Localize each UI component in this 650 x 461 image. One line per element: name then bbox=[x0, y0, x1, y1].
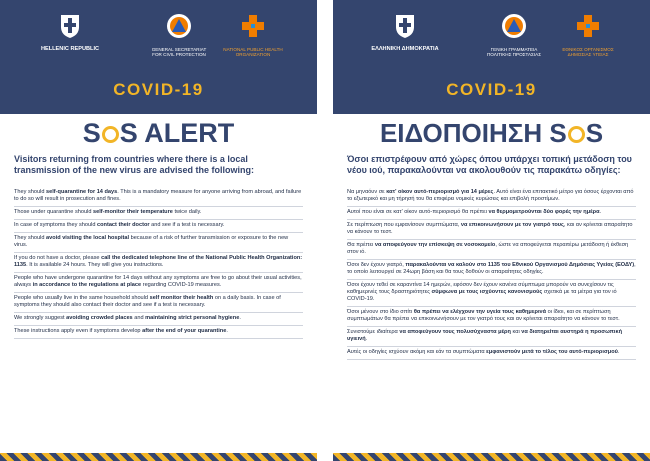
health-cross-icon bbox=[240, 13, 266, 39]
civil-protection-icon bbox=[501, 13, 527, 39]
instruction-list bbox=[347, 187, 636, 360]
civil-protection-icon bbox=[166, 13, 192, 39]
instruction-item: Θα πρέπει να αποφεύγουν την επίσκεψη σε νοσοκομείο, ώστε να αποφεύγεται περαιτέρω μετάδοση ή έκθεση στον ιό. bbox=[347, 240, 636, 260]
instruction-item: In case of symptoms they should contact their doctor and see if a test is necessary. bbox=[14, 220, 303, 233]
instruction-item: They should avoid visiting the local hospital because of a risk of further transmission or exposure to the new virus. bbox=[14, 233, 303, 253]
instruction-item: If you do not have a doctor, please call the dedicated telephone line of the National Public Health Organization: 1135. It is available 24 hours. They will give you instructions. bbox=[14, 253, 303, 273]
hazard-stripe bbox=[0, 453, 317, 461]
poster-header bbox=[333, 0, 650, 70]
alert-ring-icon bbox=[102, 126, 119, 143]
republic-label: ΕΛΛΗΝΙΚΗ ΔΗΜΟΚΡΑΤΙΑ bbox=[371, 46, 439, 52]
greek-poster bbox=[333, 0, 650, 461]
health-org-label: ΕΘΝΙΚΟΣ ΟΡΓΑΝΙΣΜΟΣ ΔΗΜΟΣΙΑΣ ΥΓΕΙΑΣ bbox=[562, 47, 614, 57]
instruction-item: Όσοι δεν έχουν γιατρό, παρακαλούνται να καλούν στο 1135 του Εθνικού Οργανισμού Δημόσιας Υγείας (ΕΟΔΥ), το οποίο λειτουργεί σε 24ωρη βάση και θα τους δοθούν οι απαραίτητες οδηγίες. bbox=[347, 260, 636, 280]
hazard-stripe bbox=[333, 453, 650, 461]
covid-banner bbox=[0, 70, 317, 114]
instruction-item: Αυτοί που είναι σε κατ' οίκον αυτό-περιορισμό θα πρέπει να θερμομετρούνται δύο φορές την ημέρα. bbox=[347, 207, 636, 220]
instruction-item: Those under quarantine should self-monitor their temperature twice daily. bbox=[14, 207, 303, 220]
alert-title bbox=[0, 118, 317, 149]
lead-text: Visitors returning from countries where there is a local transmission of the new virus are advised the following: bbox=[14, 154, 255, 175]
covid-label: COVID-19 bbox=[113, 80, 204, 99]
instruction-item: They should self-quarantine for 14 days. This is a mandatory measure for anyone arriving from abroad, and failure to do so will result in prosecution and fines. bbox=[14, 187, 303, 207]
health-org-logo bbox=[557, 13, 619, 57]
instruction-item: Όσοι μένουν στο ίδιο σπίτι θα πρέπει να ελέγχουν την υγεία τους καθημερινά οι ίδιοι, και σε περίπτωση συμπτωμάτων θα πρέπει να επικοινωνήσουν με τον γιατρό τους και αν κρίνεται απαραίτητο να κάνουν το τεστ. bbox=[347, 307, 636, 327]
title-part-1: ΕΙΔΟΠΟΙΗΣΗ S bbox=[379, 118, 567, 148]
instruction-item: We strongly suggest avoiding crowded places and maintaining strict personal hygiene. bbox=[14, 313, 303, 326]
instruction-item: People who have undergone quarantine for 14 days without any symptoms are free to go about their usual activities, always in accordance to the regulations at place regarding COVID-19 measures. bbox=[14, 273, 303, 293]
instruction-item: Συνιστούμε ιδιαίτερα να αποφεύγουν τους πολυσύχναστα μέρη και να διατηρείται αυστηρά η προσωπική υγιεινή. bbox=[347, 327, 636, 347]
instruction-item: These instructions apply even if symptoms develop after the end of your quarantine. bbox=[14, 326, 303, 339]
republic-logo bbox=[369, 13, 441, 52]
republic-logo bbox=[36, 13, 104, 52]
instruction-item: Σε περίπτωση που εμφανίσουν συμπτώματα, να επικοινωνήσουν με τον γιατρό τους, και αν κρίνεται απαραίτητο να κάνουν το τεστ. bbox=[347, 220, 636, 240]
health-org-label: NATIONAL PUBLIC HEALTH ORGANIZATION bbox=[223, 47, 283, 57]
alert-ring-icon bbox=[568, 126, 585, 143]
instruction-item: Αυτές οι οδηγίες ισχύουν ακόμη και εάν τα συμπτώματα εμφανιστούν μετά το τέλος του αυτό-περιορισμού. bbox=[347, 347, 636, 360]
english-poster bbox=[0, 0, 317, 461]
covid-banner bbox=[333, 70, 650, 114]
instruction-item: People who usually live in the same household should self monitor their health on a daily basis. In case of symptoms they should also contact their doctor and see if a test is necessary. bbox=[14, 293, 303, 313]
health-org-logo bbox=[222, 13, 284, 57]
instruction-item: Να μηναόυν σε κατ' οίκον αυτό-περιορισμό για 14 μέρες. Αυτό είναι ένα επιτακτικό μέτρο για όσους έρχονται από το εξωτερικό και μη τήρησή του θα επιφέρει νομικές κυρώσεις και επιβολή προστίμων. bbox=[347, 187, 636, 207]
health-cross-icon bbox=[575, 13, 601, 39]
civil-protection-label: ΓΕΝΙΚΗ ΓΡΑΜΜΑΤΕΙΑ ΠΟΛΙΤΙΚΗΣ ΠΡΟΣΤΑΣΙΑΣ bbox=[486, 47, 542, 57]
alert-title bbox=[333, 118, 650, 149]
civil-protection-label: GENERAL SECRETARIAT FOR CIVIL PROTECTION bbox=[151, 47, 207, 57]
title-part-1: S bbox=[82, 118, 101, 148]
civil-protection-logo bbox=[485, 13, 543, 57]
coat-of-arms-icon bbox=[59, 13, 81, 39]
panel-divider bbox=[317, 0, 333, 461]
lead-text: Όσοι επιστρέφουν από χώρες όπου υπάρχει τοπική μετάδοση του νέου ιού, παρακαλούνται να ακολουθούν τις παρακάτω οδηγίες: bbox=[347, 154, 632, 175]
coat-of-arms-icon bbox=[394, 13, 416, 39]
poster-header bbox=[0, 0, 317, 70]
republic-label: HELLENIC REPUBLIC bbox=[40, 46, 100, 52]
instruction-list bbox=[14, 187, 303, 339]
title-part-2: S ALERT bbox=[119, 118, 235, 148]
title-part-2: S bbox=[585, 118, 604, 148]
civil-protection-logo bbox=[150, 13, 208, 57]
instruction-item: Όσοι έχουν τεθεί σε καραντίνα 14 ημερών, εφόσον δεν έχουν κανένα σύμπτωμα μπορούν να συνεχίσουν τις καθημερινές τους δραστηριότητες σύμφωνα με τους ισχύοντες κανονισμούς σχετικά με τα μέτρα για τον ιό COVID-19. bbox=[347, 280, 636, 307]
covid-label: COVID-19 bbox=[446, 80, 537, 99]
